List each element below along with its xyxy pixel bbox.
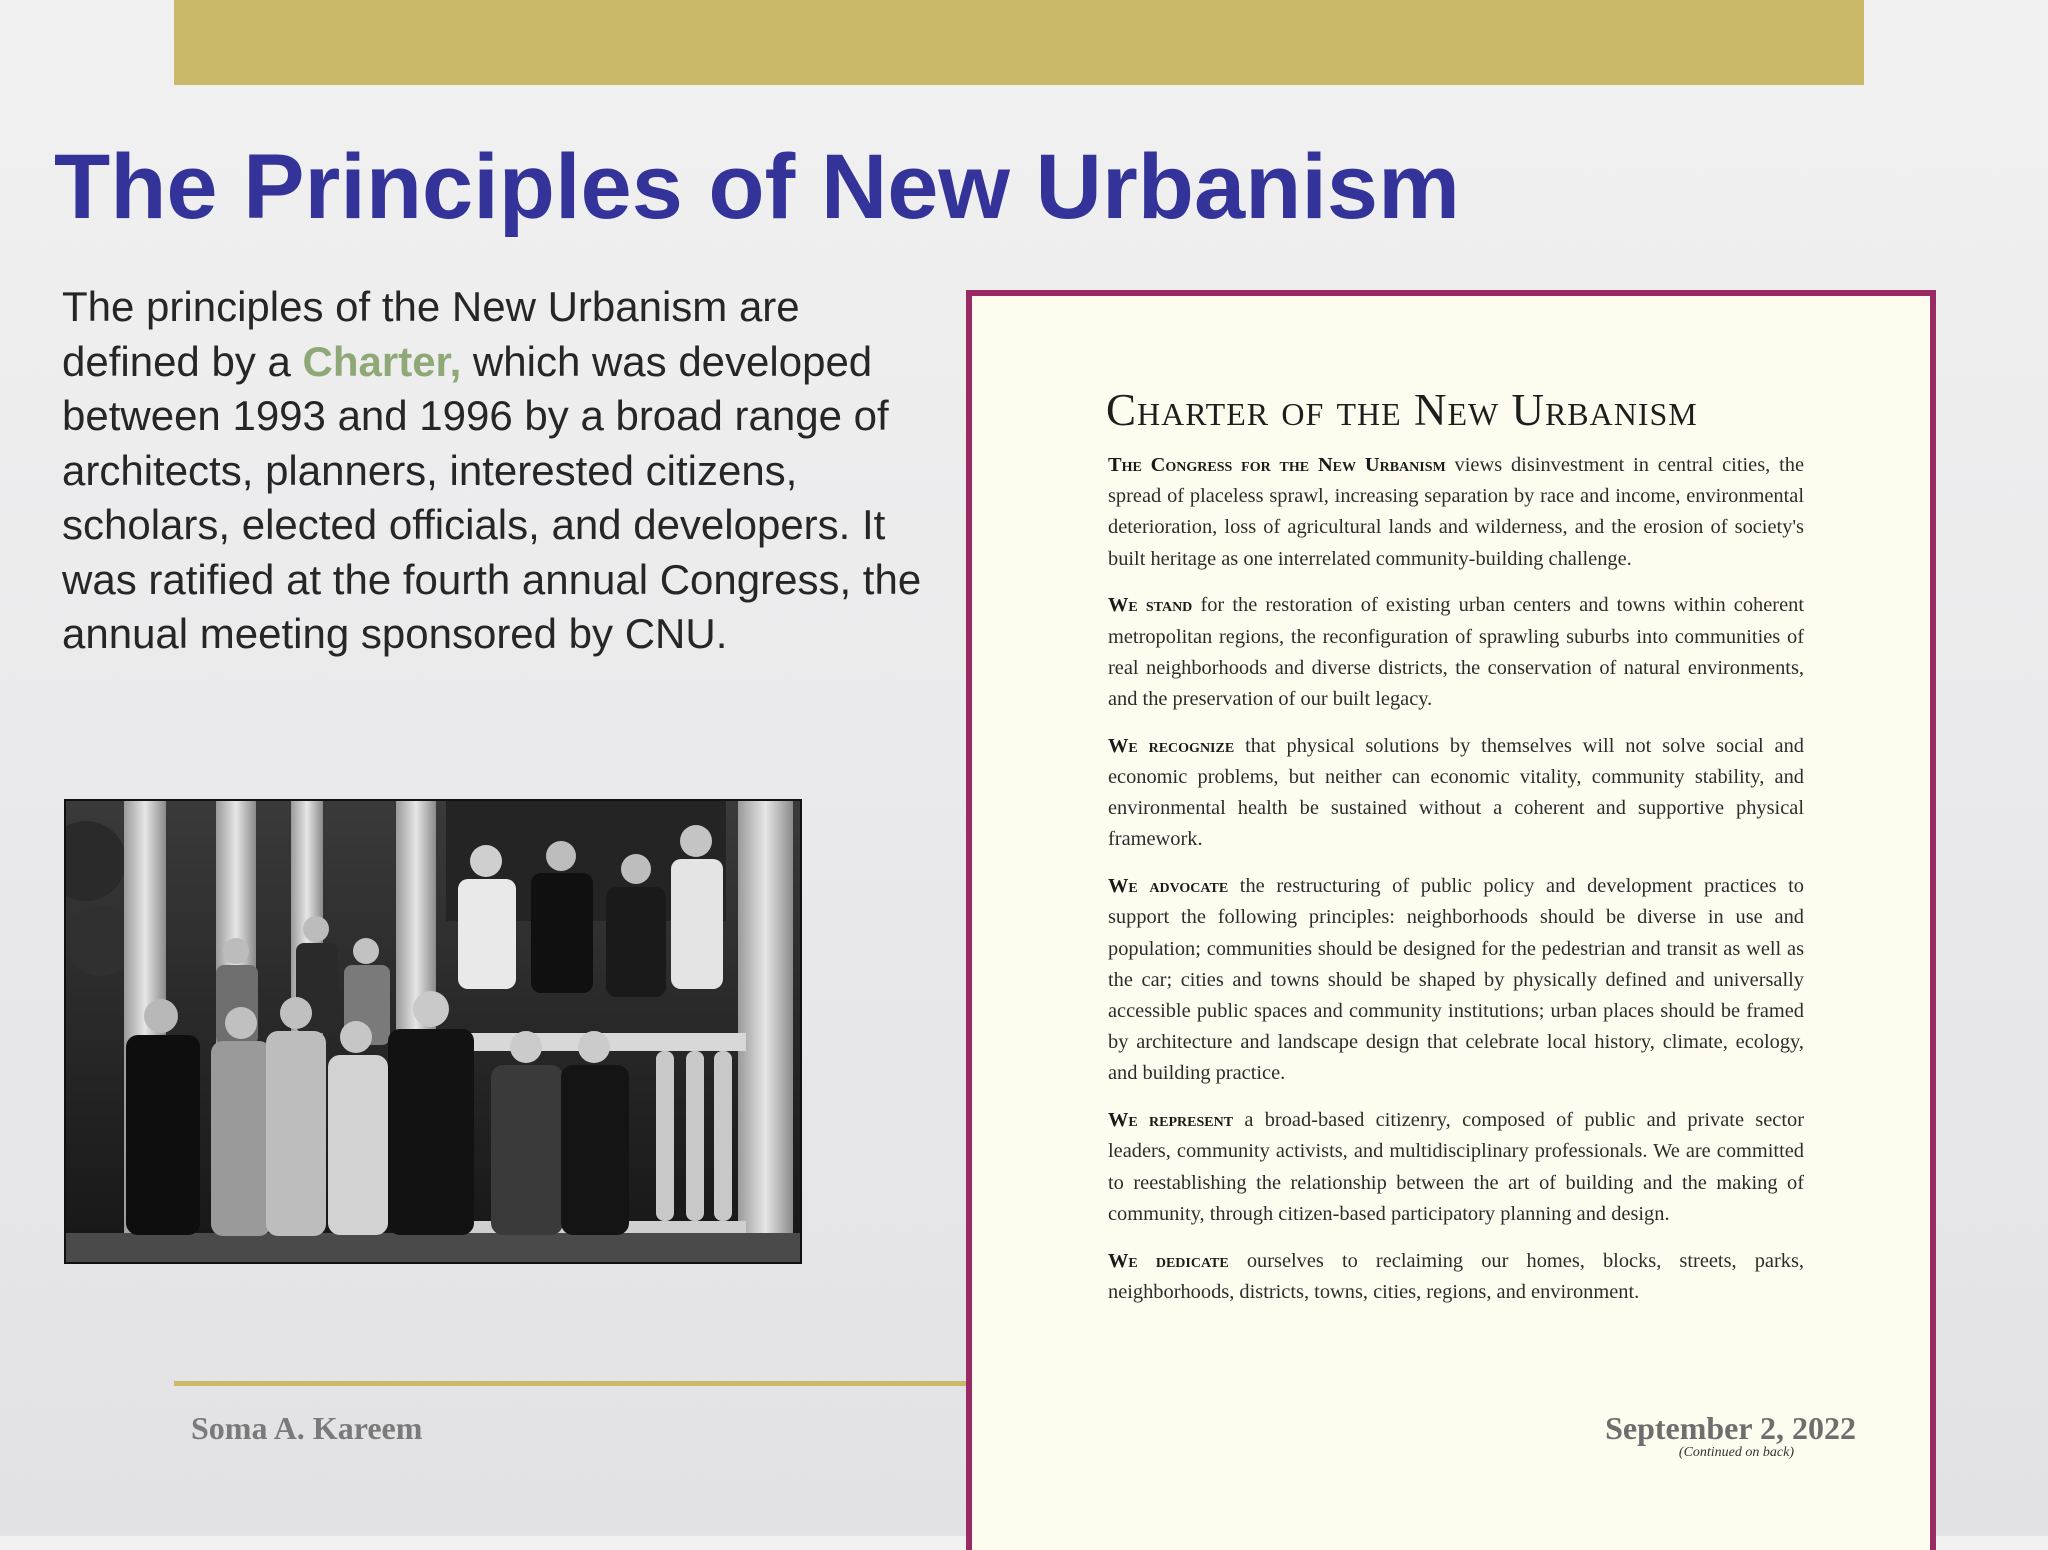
charter-paragraph	[1108, 450, 1804, 575]
charter-paragraph-text: that physical solutions by themselves will not solve social and economic problems, but neither can economic vitality, community stability, and environmental health be sustained without a coherent and supportive physical framework.	[1108, 734, 1804, 851]
charter-highlight: Charter,	[302, 337, 462, 385]
intro-text-end: which was developed between 1993 and 1996 by a broad range of architects, planners, interested citizens, scholars, elected officials, and developers. It was ratified at the fourth annual Congress, the annual meeting sponsored by CNU.	[62, 337, 922, 657]
founders-group-photo	[64, 799, 802, 1264]
slide-title: The Principles of New Urbanism	[54, 136, 1460, 238]
charter-paragraph-lead: We advocate	[1108, 875, 1229, 898]
charter-paragraph	[1108, 731, 1804, 856]
footer-date: September 2, 2022	[1605, 1410, 1856, 1446]
charter-paragraph-text: the restructuring of public policy and development practices to support the following principles: neighborhoods should be diverse in use and population; communities should be designed for the pedestrian and transit as well as the car; cities and towns should be shaped by physically defined and universally accessible public spaces and community institutions; urban places should be framed by architecture and landscape design that celebrate local history, climate, ecology, and building practice.	[1108, 875, 1805, 1085]
charter-paragraph	[1108, 1246, 1804, 1308]
footer-author: Soma A. Kareem	[191, 1410, 423, 1446]
charter-paragraph-lead: We stand	[1108, 594, 1193, 617]
charter-paragraph-text: for the restoration of existing urban centers and towns within coherent metropolitan regions, the reconfiguration of sprawling suburbs into communities of real neighborhoods and diverse districts, the conservation of natural environments, and the preservation of our built legacy.	[1108, 594, 1804, 711]
charter-title: Charter of the New Urbanism	[1106, 385, 1698, 435]
charter-paragraph-lead: We dedicate	[1108, 1249, 1229, 1272]
charter-paragraph-text: ourselves to reclaiming our homes, blocks, streets, parks, neighborhoods, districts, towns, cities, regions, and environment.	[1108, 1249, 1804, 1303]
charter-paragraph	[1108, 590, 1804, 715]
charter-paragraph-lead: The Congress for the New Urbanism	[1108, 454, 1446, 476]
intro-text-start: The principles of the New Urbanism are defined by a	[62, 283, 800, 385]
charter-paragraph	[1108, 871, 1804, 1089]
charter-paragraph-text: a broad-based citizenry, composed of public and private sector leaders, community activists, and multidisciplinary professionals. We are committed to reestablishing the relationship between the art of building and the making of community, through citizen-based participatory planning and design.	[1108, 1109, 1804, 1225]
charter-document	[966, 290, 1936, 1550]
intro-paragraph	[62, 280, 942, 662]
charter-paragraph-text: views disinvestment in central cities, the spread of placeless sprawl, increasing separation by race and income, environmental deterioration, loss of agricultural lands and wilderness, and the erosion of society's built heritage as one interrelated community-building challenge.	[1108, 454, 1804, 570]
continued-note: (Continued on back)	[1678, 1445, 1794, 1460]
charter-paragraph	[1108, 1105, 1804, 1230]
charter-paragraph-lead: We represent	[1108, 1109, 1234, 1132]
charter-body	[1108, 450, 1804, 1324]
top-accent-bar	[174, 0, 1864, 85]
charter-paragraph-lead: We recognize	[1108, 734, 1235, 757]
